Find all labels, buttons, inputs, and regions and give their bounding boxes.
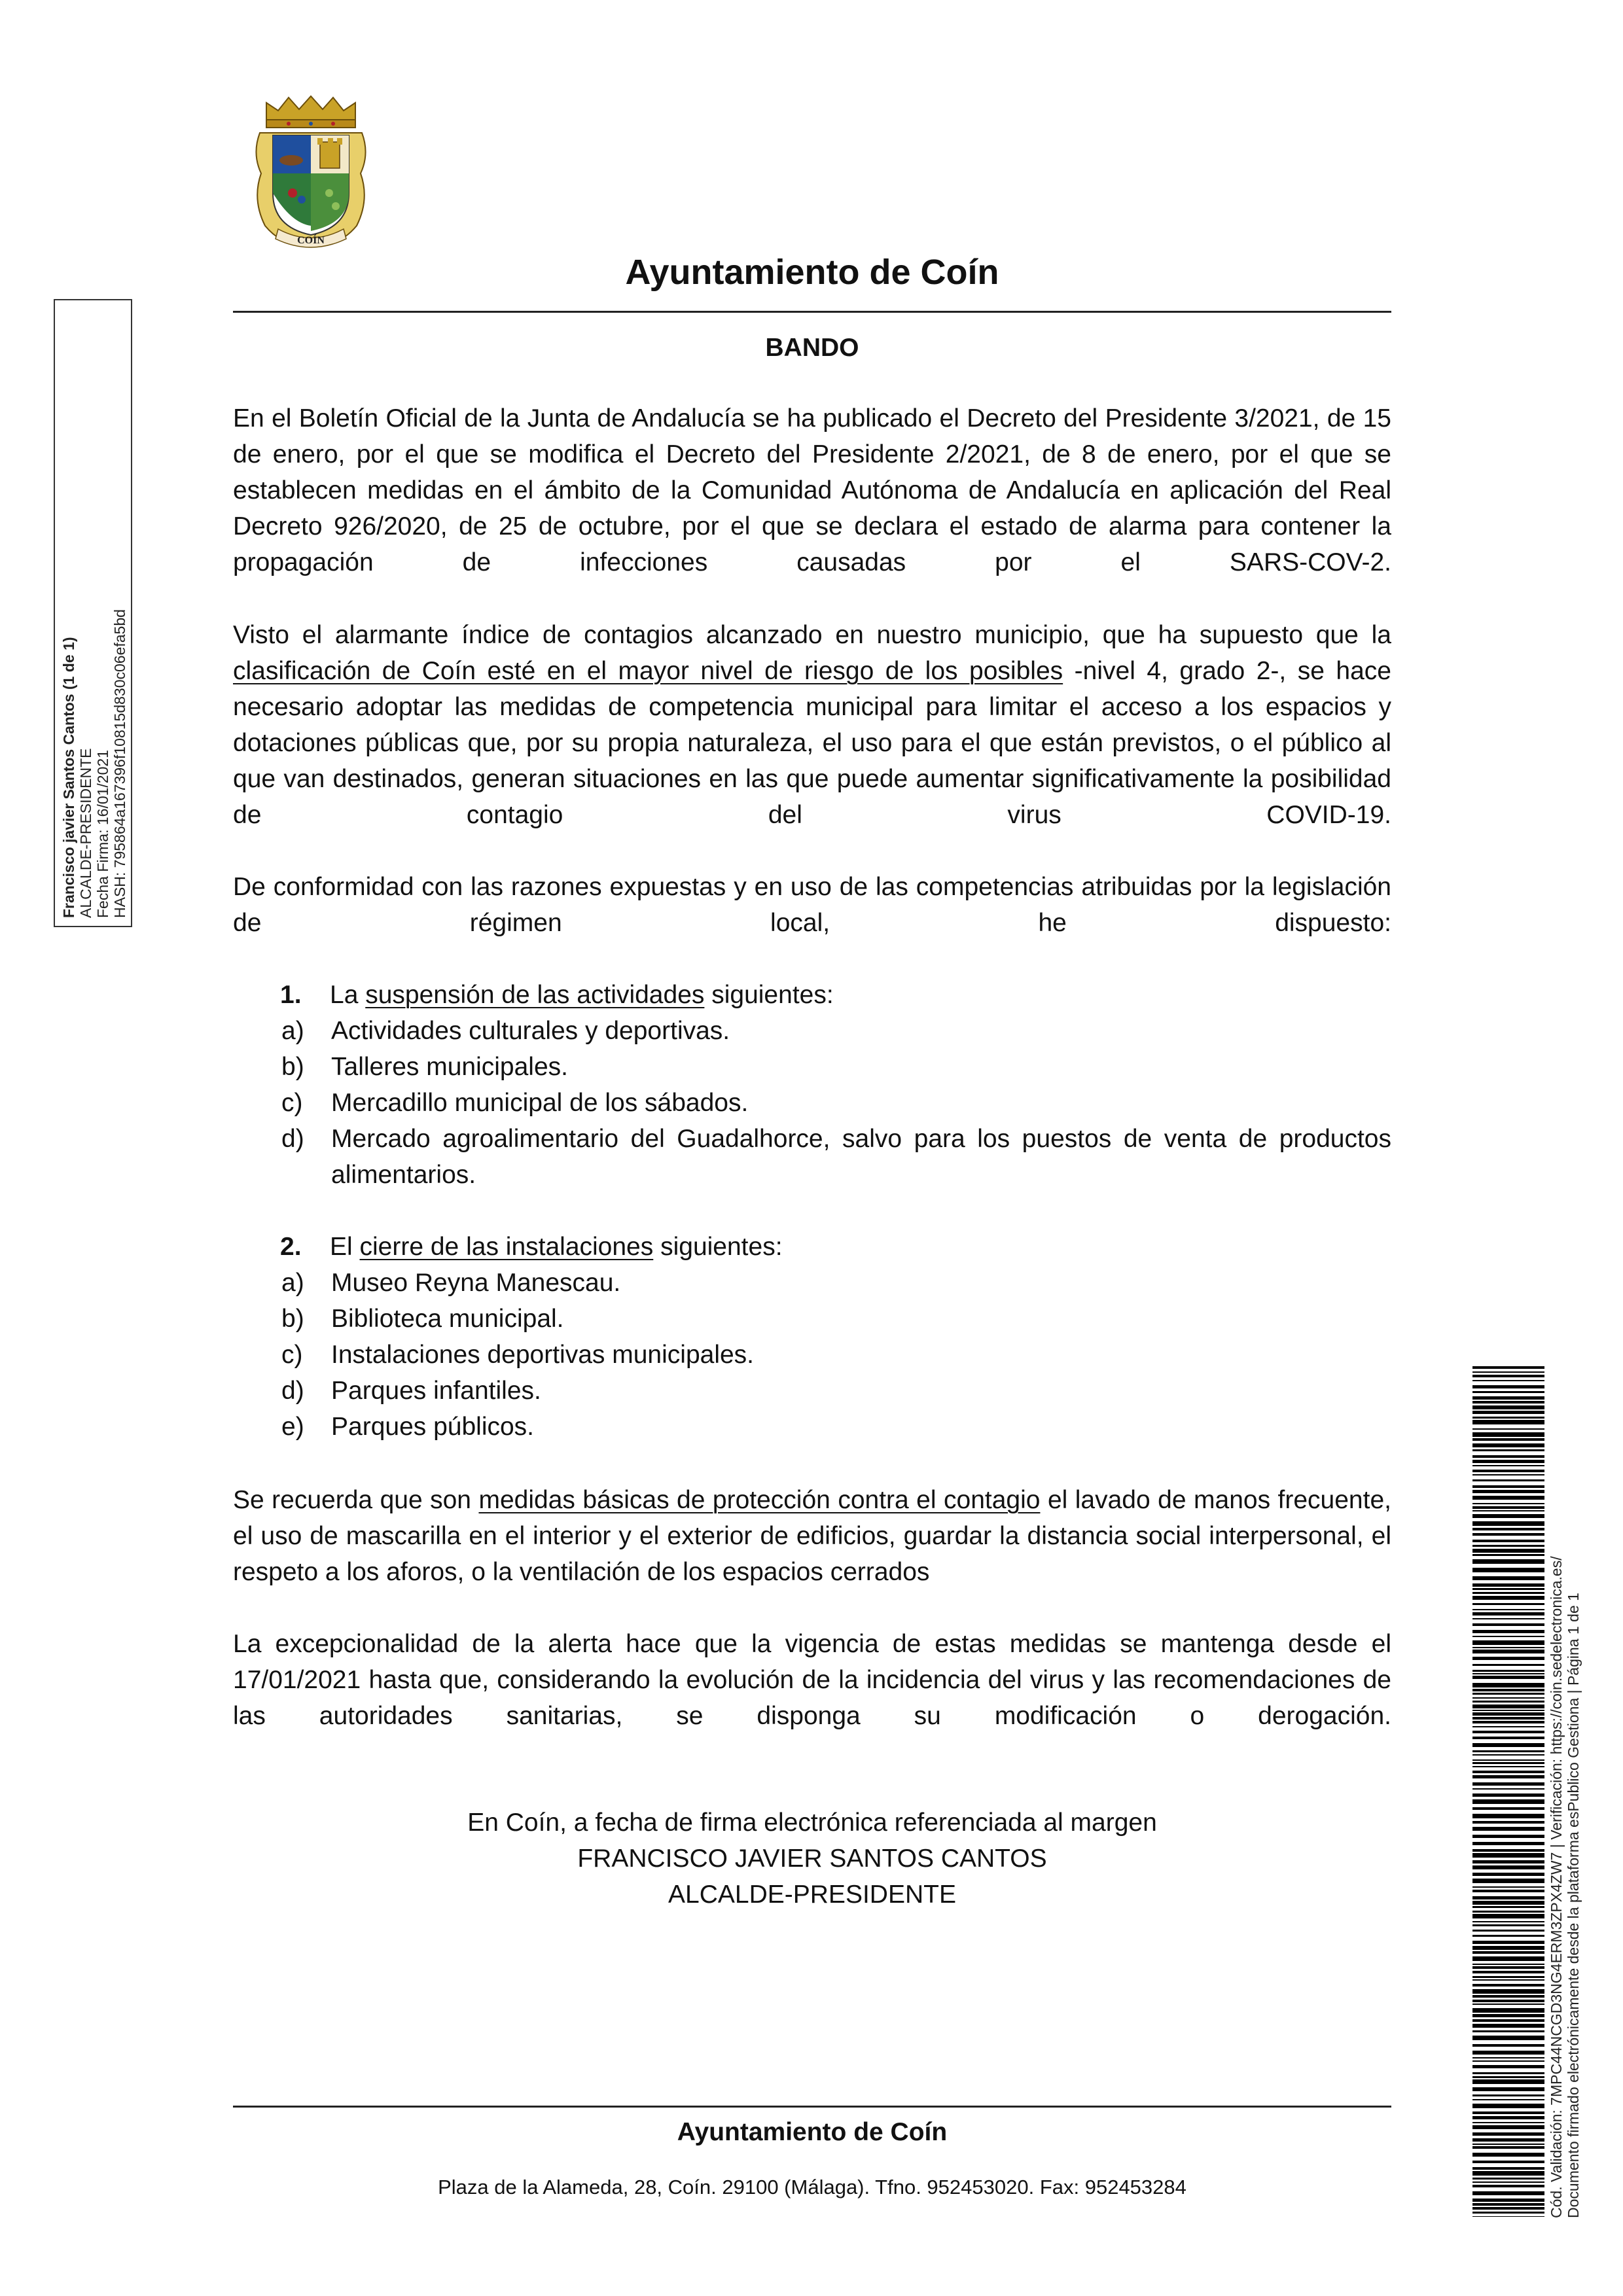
section-1-after: siguientes: (704, 981, 834, 1009)
barcode-bar (1472, 1375, 1544, 1377)
barcode-bar (1472, 1782, 1544, 1786)
barcode-bar (1472, 2161, 1544, 2163)
section-2-before: El (330, 1233, 360, 1261)
barcode-bar (1472, 1559, 1544, 1564)
barcode-bar (1472, 1460, 1544, 1463)
barcode-bar (1472, 1405, 1544, 1409)
barcode-bar (1472, 1731, 1544, 1733)
list-marker: e) (281, 1413, 304, 1441)
barcode-bar (1472, 1479, 1544, 1481)
barcode-bar (1472, 2051, 1544, 2055)
barcode-bar (1472, 1704, 1544, 1708)
list-text: Talleres municipales. (331, 1053, 568, 1081)
barcode-bar (1472, 2044, 1544, 2047)
barcode-bar (1472, 2087, 1544, 2091)
list-text: Parques infantiles. (331, 1377, 541, 1405)
coat-of-arms-logo (252, 95, 370, 255)
barcode-bar (1472, 2171, 1544, 2176)
barcode-bar (1472, 1717, 1544, 1720)
section-1-number: 1. (280, 981, 302, 1009)
barcode-bar (1472, 1771, 1544, 1773)
barcode-bar (1472, 1984, 1544, 1987)
list-marker: a) (281, 1269, 304, 1297)
barcode-bar (1472, 2203, 1544, 2206)
barcode-bar (1472, 2008, 1544, 2013)
barcode-bar (1472, 1896, 1544, 1899)
signer-position: ALCALDE-PRESIDENTE (77, 748, 94, 918)
barcode-bar (1472, 1545, 1544, 1547)
section-2-underlined: cierre de las instalaciones (359, 1233, 654, 1261)
list-text: Biblioteca municipal. (331, 1305, 564, 1333)
barcode-bar (1472, 1849, 1544, 1852)
footer-divider (233, 2106, 1391, 2108)
barcode-bar (1472, 1554, 1544, 1556)
barcode-bar (1472, 1689, 1544, 1691)
conformidad-paragraph: De conformidad con las razones expuestas y en uso de las competencias atribuidas por la legislación de régimen local, he dispuesto: (233, 873, 1391, 937)
logo-banner-text: COÍN (297, 235, 325, 246)
barcode-bar (1472, 1609, 1544, 1610)
barcode-bar (1472, 2104, 1544, 2108)
barcode-bar (1472, 2185, 1544, 2187)
barcode-bar (1472, 1455, 1544, 1458)
barcode-bar (1472, 2024, 1544, 2028)
barcode-bar (1472, 1743, 1544, 1747)
barcode-bar (1472, 1623, 1544, 1626)
signature-position: ALCALDE-PRESIDENTE (668, 1881, 956, 1909)
barcode-bar (1472, 2072, 1544, 2074)
header-title: Ayuntamiento de Coín (625, 253, 999, 292)
barcode-bar (1472, 1995, 1544, 1998)
barcode-bar (1472, 1465, 1544, 1466)
barcode-bar (1472, 1420, 1544, 1424)
barcode-bar (1472, 1775, 1544, 1778)
barcode-bar (1472, 1873, 1544, 1876)
list-item (281, 1265, 1391, 1301)
barcode-bar (1472, 1670, 1544, 1672)
footer-address: Plaza de la Alameda, 28, Coín. 29100 (Málaga). Tfno. 952453020. Fax: 952453284 (438, 2176, 1186, 2199)
recuerda-text-after: el lavado de manos frecuente, el uso de mascarilla en el interior y el exterior de edificios, guardar la distancia social interpersonal, el respeto a los aforos, o la ventilación de los espacios cerrados (233, 1486, 1391, 1586)
list-item (281, 1013, 1391, 1049)
recuerda-underlined-text: medidas básicas de protección contra el contagio (478, 1486, 1041, 1514)
recuerda-paragraph (233, 1482, 1391, 1590)
section-2-after: siguientes: (653, 1233, 783, 1261)
list-text: Parques públicos. (331, 1413, 535, 1441)
barcode-bar (1472, 1588, 1544, 1590)
barcode-bar (1472, 1879, 1544, 1883)
verification-barcode (1472, 1366, 1544, 2217)
barcode-bar (1472, 2004, 1544, 2005)
barcode-bar (1472, 1914, 1544, 1918)
barcode-bar (1472, 1976, 1544, 1978)
barcode-bar (1472, 1737, 1544, 1739)
barcode-bar (1472, 1821, 1544, 1824)
barcode-bar (1472, 1930, 1544, 1932)
barcode-bar (1472, 2132, 1544, 2136)
section-1-underlined: suspensión de las actividades (365, 981, 705, 1009)
barcode-bar (1472, 1650, 1544, 1653)
excepcionalidad-paragraph: La excepcionalidad de la alerta hace que la vigencia de estas medidas se mantenga desde el 17/01/2021 hasta que, considerando la evolución de la incidencia del virus y las recomendaciones de las autoridades sanitarias, se disponga su modificación o derogación. (233, 1630, 1391, 1730)
barcode-bar (1472, 1664, 1544, 1666)
barcode-bar (1472, 1603, 1544, 1605)
barcode-bar (1472, 2199, 1544, 2202)
barcode-bar (1472, 1793, 1544, 1797)
list-item (281, 1301, 1391, 1337)
section-2-title (330, 1229, 1438, 1265)
list-text: Museo Reyna Manescau. (331, 1269, 621, 1297)
visto-underlined-text: clasificación de Coín esté en el mayor nivel de riesgo de los posibles (233, 657, 1063, 685)
barcode-bar (1472, 1906, 1544, 1908)
barcode-bar (1472, 1417, 1544, 1419)
footer-title: Ayuntamiento de Coín (677, 2118, 948, 2146)
barcode-bar (1472, 1712, 1544, 1716)
section-2-number: 2. (280, 1233, 302, 1261)
barcode-bar (1472, 1592, 1544, 1594)
section-1-heading (233, 977, 1391, 1013)
barcode-bar (1472, 1396, 1544, 1400)
barcode-bar (1472, 1941, 1544, 1944)
list-marker: b) (281, 1053, 304, 1081)
signature-hash: HASH: 795864a167396f10815d830c06efa5bd (111, 609, 128, 918)
barcode-bar (1472, 1693, 1544, 1695)
barcode-bar (1472, 1835, 1544, 1838)
barcode-bar (1472, 1549, 1544, 1553)
barcode-bar (1472, 1576, 1544, 1580)
verification-text (1548, 1531, 1580, 2218)
barcode-bar (1472, 1371, 1544, 1373)
barcode-bar (1472, 2138, 1544, 2142)
barcode-bar (1472, 1521, 1544, 1526)
barcode-bar (1472, 1510, 1544, 1511)
barcode-bar (1472, 2014, 1544, 2017)
barcode-bar (1472, 1470, 1544, 1472)
barcode-bar (1472, 1989, 1544, 1994)
barcode-bar (1472, 2065, 1544, 2068)
list-text: Instalaciones deportivas municipales. (331, 1341, 755, 1369)
barcode-bar (1472, 1673, 1544, 1674)
barcode-bar (1472, 1533, 1544, 1536)
list-item (281, 1409, 1391, 1445)
visto-text-after: -nivel 4, grado 2-, se hace necesario adoptar las medidas de competencia municipal para limitar el acceso a los espacios y dotaciones públicas que, por su propia naturaleza, el uso para el que están previstos, o el público al que van destinados, generan situaciones en las que puede aumentar significativamente la posibilidad de contagio del virus COVID-19. (233, 657, 1391, 829)
barcode-bar (1472, 2036, 1544, 2040)
barcode-bar (1472, 1935, 1544, 1937)
barcode-bar (1472, 1842, 1544, 1845)
recuerda-text-before: Se recuerda que son (233, 1486, 479, 1514)
barcode-bar (1472, 1759, 1544, 1761)
barcode-bar (1472, 1657, 1544, 1660)
barcode-bar (1472, 1721, 1544, 1723)
barcode-bar (1472, 2111, 1544, 2114)
visto-paragraph (233, 617, 1391, 869)
barcode-bar (1472, 1514, 1544, 1518)
barcode-bar (1472, 1506, 1544, 1509)
barcode-bar (1472, 1921, 1544, 1922)
barcode-bar (1472, 1964, 1544, 1965)
list-item (281, 1121, 1391, 1193)
barcode-bar (1472, 2216, 1544, 2217)
barcode-bar (1472, 1583, 1544, 1587)
barcode-bar (1472, 2146, 1544, 2149)
barcode-bar (1472, 2019, 1544, 2022)
barcode-bar (1472, 1971, 1544, 1973)
barcode-bar (1472, 1924, 1544, 1926)
barcode-bar (1472, 1438, 1544, 1441)
barcode-bar (1472, 1401, 1544, 1404)
barcode-bar (1472, 1432, 1544, 1437)
barcode-bar (1472, 2076, 1544, 2078)
barcode-bar (1472, 1449, 1544, 1451)
barcode-bar (1472, 2079, 1544, 2084)
section-1-before: La (330, 981, 366, 1009)
barcode-bar (1472, 1827, 1544, 1831)
barcode-bar (1472, 1710, 1544, 1711)
list-marker: d) (281, 1377, 304, 1405)
barcode-bar (1472, 1750, 1544, 1752)
barcode-bar (1472, 1474, 1544, 1475)
barcode-bar (1472, 2125, 1544, 2129)
signature-place-date: En Coín, a fecha de firma electrónica referenciada al margen (467, 1809, 1157, 1837)
list-item (281, 1337, 1391, 1373)
barcode-bar (1472, 1485, 1544, 1488)
barcode-bar (1472, 1860, 1544, 1863)
barcode-bar (1472, 2167, 1544, 2170)
list-marker: c) (281, 1341, 303, 1369)
barcode-bar (1472, 1490, 1544, 1493)
barcode-bar (1472, 1799, 1544, 1804)
barcode-bar (1472, 2181, 1544, 2183)
barcode-bar (1472, 1762, 1544, 1764)
barcode-bar (1472, 1640, 1544, 1645)
barcode-bar (1472, 2060, 1544, 2062)
barcode-bar (1472, 2191, 1544, 2195)
list-marker: b) (281, 1305, 304, 1333)
barcode-bar (1472, 1911, 1544, 1913)
list-item (281, 1049, 1391, 1085)
barcode-bar (1472, 1391, 1544, 1393)
barcode-bar (1472, 2153, 1544, 2157)
barcode-bar (1472, 2099, 1544, 2100)
barcode-bar (1472, 1618, 1544, 1619)
barcode-bar (1472, 2207, 1544, 2210)
barcode-bar (1472, 1853, 1544, 1858)
barcode-bar (1472, 1528, 1544, 1530)
signer-name: Francisco javier Santos Cantos (1 de 1) (60, 637, 77, 918)
barcode-bar (1472, 1630, 1544, 1633)
signature-block (233, 1805, 1391, 1913)
intro-paragraph: En el Boletín Oficial de la Junta de Andalucía se ha publicado el Decreto del Presidente 3/2021, de 15 de enero, por el que se modifica el Decreto del Presidente 2/2021, de 8 de enero, por el que se establecen medidas en el ámbito de la Comunidad Autónoma de Andalucía en aplicación del Real Decreto 926/2020, de 25 de octubre, por el que se declara el estado de alarma para contener la propagación de infecciones causadas por el SARS-COV-2. (233, 404, 1391, 576)
list-marker: a) (281, 1017, 304, 1045)
barcode-bar (1472, 1443, 1544, 1447)
list-text: Actividades culturales y deportivas. (331, 1017, 730, 1045)
barcode-bar (1472, 1683, 1544, 1687)
barcode-bar (1472, 1951, 1544, 1954)
list-item (281, 1085, 1391, 1121)
section-1-title (330, 977, 1438, 1013)
document-title: BANDO (765, 334, 859, 362)
barcode-bar (1472, 1890, 1544, 1892)
verification-platform-line: Documento firmado electrónicamente desde la plataforma esPublico Gestiona | Página 1 de 1 (1565, 1593, 1582, 2218)
barcode-bar (1472, 2122, 1544, 2123)
barcode-bar (1472, 1966, 1544, 1969)
barcode-bar (1472, 2030, 1544, 2032)
barcode-bar (1472, 1726, 1544, 1727)
barcode-bar (1472, 1636, 1544, 1637)
barcode-bar (1472, 2178, 1544, 2180)
barcode-bar (1472, 1901, 1544, 1905)
barcode-bar (1472, 1380, 1544, 1381)
barcode-bar (1472, 1697, 1544, 1699)
barcode-bar (1472, 1385, 1544, 1388)
barcode-bar (1472, 2000, 1544, 2002)
barcode-bar (1472, 1612, 1544, 1616)
section-2-heading (233, 1229, 1391, 1265)
visto-text-before: Visto el alarmante índice de contagios alcanzado en nuestro municipio, que ha supuesto que la (233, 621, 1391, 649)
barcode-bar (1472, 1411, 1544, 1414)
barcode-bar (1472, 1596, 1544, 1600)
barcode-bar (1472, 1676, 1544, 1679)
barcode-bar (1472, 1568, 1544, 1572)
signature-date: Fecha Firma: 16/01/2021 (94, 750, 111, 918)
barcode-bar (1472, 1754, 1544, 1756)
barcode-bar (1472, 1503, 1544, 1504)
barcode-bar (1472, 2116, 1544, 2119)
barcode-bar (1472, 1647, 1544, 1648)
barcode-bar (1472, 1814, 1544, 1818)
barcode-bar (1472, 1766, 1544, 1767)
barcode-bar (1472, 1946, 1544, 1950)
barcode-bar (1472, 1886, 1544, 1888)
list-item (281, 1373, 1391, 1409)
barcode-bar (1472, 2212, 1544, 2214)
barcode-bar (1472, 1979, 1544, 1981)
verification-code-line: Cód. Validación: 7MPC44NCGD3NG4ERM3ZPX4ZW7 | Verificación: https://coin.sedelectronica.es/ (1548, 1556, 1565, 2218)
signature-name: FRANCISCO JAVIER SANTOS CANTOS (577, 1845, 1047, 1873)
list-marker: d) (281, 1125, 304, 1153)
barcode-bar (1472, 1807, 1544, 1810)
barcode-bar (1472, 2094, 1544, 2096)
list-text: Mercado agroalimentario del Guadalhorce, salvo para los puestos de venta de productos alimentarios. (331, 1125, 1391, 1189)
barcode-bar (1472, 1865, 1544, 1869)
list-text: Mercadillo municipal de los sábados. (331, 1089, 749, 1117)
barcode-bar (1472, 1428, 1544, 1430)
barcode-bar (1472, 1701, 1544, 1703)
barcode-bar (1472, 2144, 1544, 2145)
header-divider (233, 311, 1391, 313)
barcode-bar (1472, 1540, 1544, 1542)
barcode-bar (1472, 1956, 1544, 1961)
barcode-bar (1472, 1788, 1544, 1790)
barcode-bar (1472, 1496, 1544, 1500)
list-marker: c) (281, 1089, 303, 1117)
barcode-bar (1472, 2057, 1544, 2058)
barcode-bar (1472, 1366, 1544, 1369)
electronic-signature-box (54, 299, 132, 927)
